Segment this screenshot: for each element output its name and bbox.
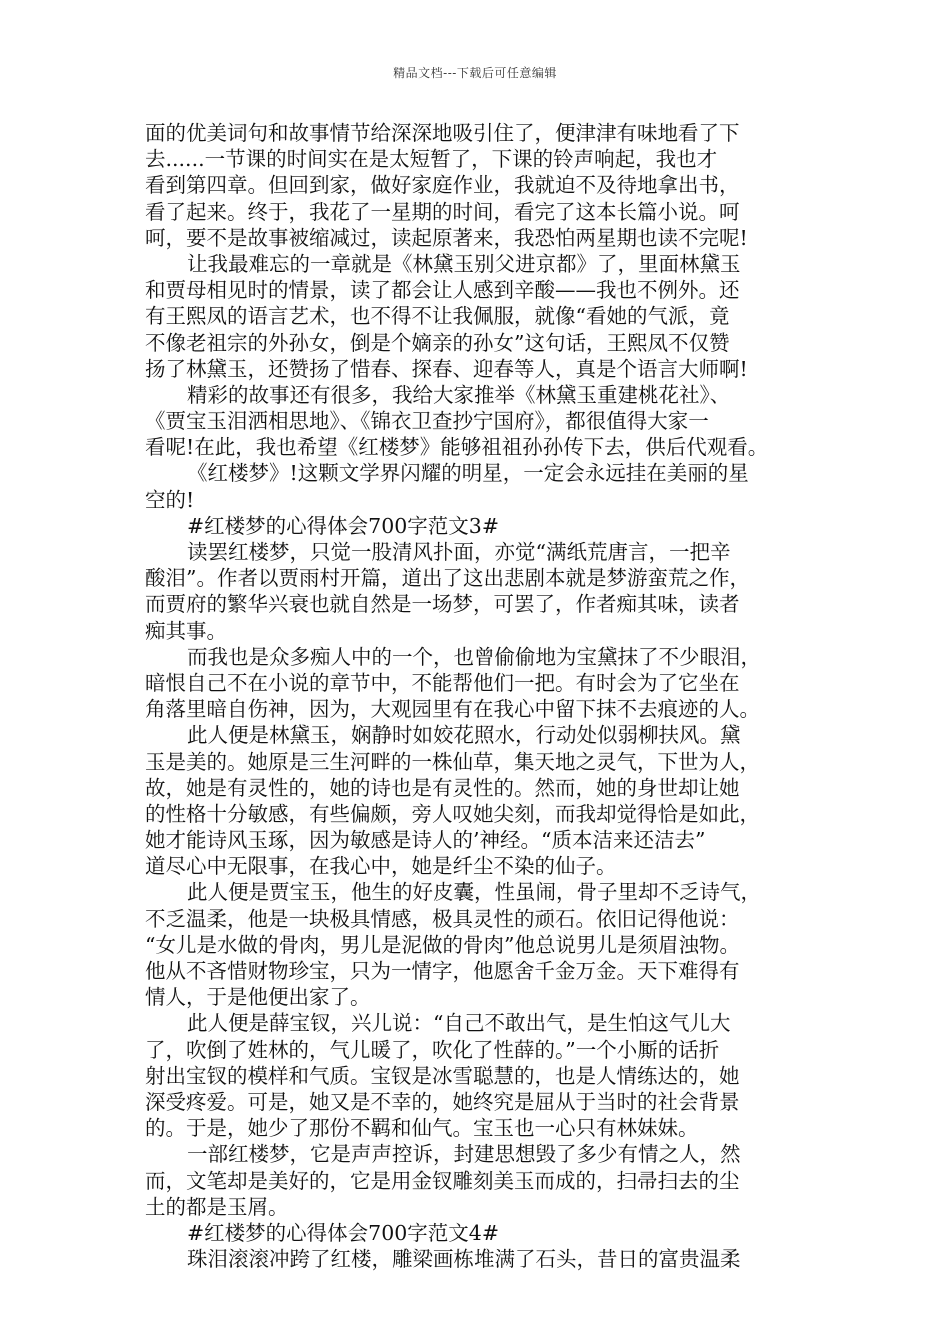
text-line: 不乏温柔，他是一块极具情感，极具灵性的顽石。依旧记得他说： <box>145 906 740 931</box>
text-line: 《贾宝玉泪洒相思地》、《锦衣卫查抄宁国府》，都很值得大家一 <box>145 409 709 434</box>
text-line: 暗恨自己不在小说的章节中，不能帮他们一把。有时会为了它坐在 <box>145 670 740 695</box>
text-line: 的性格十分敏感，有些偏颇，旁人叹她尖刻，而我却觉得恰是如此， <box>145 801 760 826</box>
text-line: 有王熙凤的语言艺术，也不得不让我佩服，就像“看她的气派，竟 <box>145 304 730 329</box>
text-line: 精彩的故事还有很多，我给大家推举《林黛玉重建桃花社》、 <box>187 382 731 407</box>
text-line: 去......一节课的时间实在是太短暂了，下课的铃声响起，我也才 <box>145 147 718 172</box>
text-line: 故，她是有灵性的，她的诗也是有灵性的。然而，她的身世却让她 <box>145 775 740 800</box>
text-line: 而贾府的繁华兴衰也就自然是一场梦，可罢了，作者痴其味，读者 <box>145 592 740 617</box>
text-line: “女儿是水做的骨肉，男儿是泥做的骨肉”他总说男儿是须眉浊物。 <box>145 932 740 957</box>
text-line: 他从不吝惜财物珍宝，只为一情字，他愿舍千金万金。天下难得有 <box>145 959 740 983</box>
text-line: 不像老祖宗的外孙女，倒是个嫡亲的孙女”这句话，王熙凤不仅赞 <box>145 330 730 355</box>
text-line: 土的都是玉屑。 <box>145 1194 289 1219</box>
text-line: 痴其事。 <box>145 618 227 643</box>
text-line: 玉是美的。她原是三生河畔的一株仙草，集天地之灵气，下世为人， <box>145 749 760 774</box>
text-line: 扬了林黛玉，还赞扬了惜春、探春、迎春等人，真是个语言大师啊! <box>145 356 748 381</box>
text-line: 和贾母相见时的情景，读了都会让人感到辛酸——我也不例外。还 <box>145 278 740 303</box>
text-line: 而，文笔却是美好的，它是用金钗雕刻美玉而成的，扫帚扫去的尘 <box>145 1168 740 1193</box>
text-line: 此人便是贾宝玉，他生的好皮囊，性虽闹，骨子里却不乏诗气， <box>187 880 761 905</box>
text-line: 读罢红楼梦，只觉一股清风扑面，亦觉“满纸荒唐言，一把辛 <box>187 540 731 564</box>
text-line: 了，吹倒了姓林的，气儿暖了，吹化了性薛的。”一个小厮的话折 <box>145 1037 720 1062</box>
text-line: 此人便是林黛玉，娴静时如姣花照水，行动处似弱柳扶风。黛 <box>187 723 741 748</box>
text-line: 深受疼爱。可是，她又是不幸的，她终究是屈从于当时的社会背景 <box>145 1089 740 1114</box>
text-line: 道尽心中无限事，在我心中，她是纤尘不染的仙子。 <box>145 854 617 879</box>
text-line: 空的! <box>145 487 195 512</box>
text-line: #红楼梦的心得体会700字范文4# <box>187 1220 500 1245</box>
text-line: 她才能诗风玉琢，因为敏感是诗人的’神经。“质本洁来还洁去” <box>145 828 706 853</box>
text-line: 珠泪滚滚冲跨了红楼，雕梁画栋堆满了石头，昔日的富贵温柔 <box>187 1247 741 1272</box>
text-line: 射出宝钗的模样和气质。宝钗是冰雪聪慧的，也是人情练达的，她 <box>145 1063 740 1088</box>
text-line: 角落里暗自伤神，因为，大观园里有在我心中留下抹不去痕迹的人。 <box>145 697 760 722</box>
text-line: 一部红楼梦，它是声声控诉，封建思想毁了多少有情之人，然 <box>187 1142 741 1167</box>
text-line: 面的优美词句和故事情节给深深地吸引住了，便津津有味地看了下 <box>145 121 740 145</box>
text-line: 看了起来。终于，我花了一星期的时间，看完了这本长篇小说。呵 <box>145 199 740 224</box>
text-line: 此人便是薛宝钗，兴儿说：“自己不敢出气，是生怕这气儿大 <box>187 1011 731 1036</box>
text-line: 而我也是众多痴人中的一个，也曾偷偷地为宝黛抹了不少眼泪， <box>187 644 761 669</box>
text-line: 看到第四章。但回到家，做好家庭作业，我就迫不及待地拿出书， <box>145 173 740 198</box>
text-line: 的。于是，她少了那份不羁和仙气。宝玉也一心只有林妹妹。 <box>145 1116 699 1141</box>
text-line: 情人，于是他便出家了。 <box>145 985 371 1010</box>
document-body <box>145 120 825 1272</box>
text-line: 让我最难忘的一章就是《林黛玉别父进京都》了，里面林黛玉 <box>187 251 741 276</box>
text-line: 呵，要不是故事被缩减过，读起原著来，我恐怕两星期也读不完呢! <box>145 225 748 250</box>
text-line: 《红楼梦》!这颗文学界闪耀的明星，一定会永远挂在美丽的星 <box>187 461 749 486</box>
text-line: 酸泪”。作者以贾雨村开篇，道出了这出悲剧本就是梦游蛮荒之作， <box>145 566 750 591</box>
page-header: 精品文档---下载后可任意编辑 <box>393 66 557 80</box>
text-line: #红楼梦的心得体会700字范文3# <box>187 513 500 538</box>
text-line: 看呢!在此，我也希望《红楼梦》能够祖祖孙孙传下去，供后代观看。 <box>145 435 769 460</box>
